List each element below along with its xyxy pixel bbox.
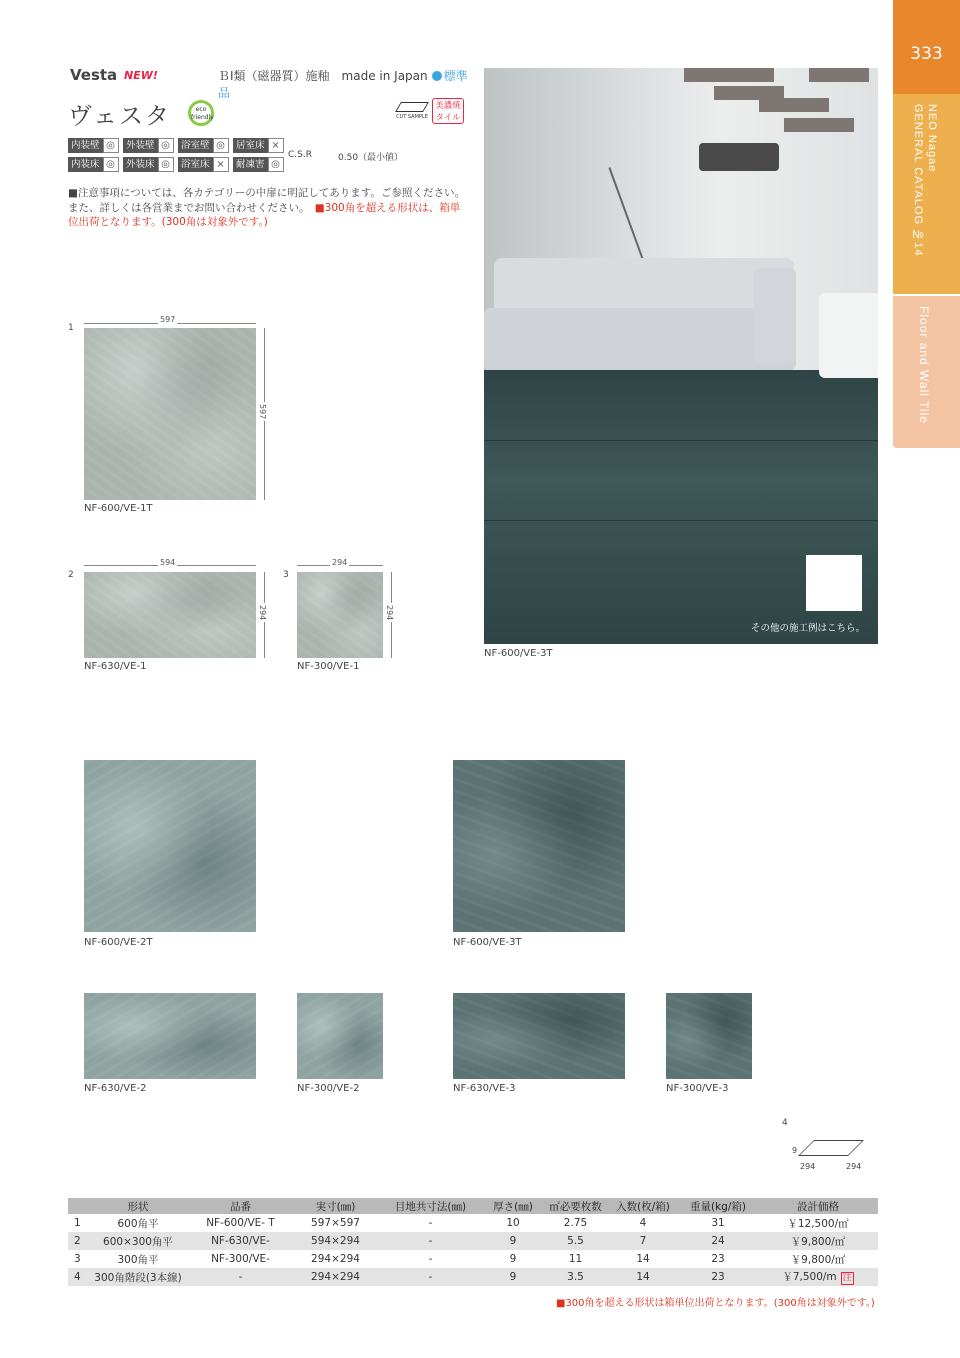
usage-label: 外装床 bbox=[123, 157, 158, 172]
usage-label: 耐凍害 bbox=[233, 157, 268, 172]
usage-mark: × bbox=[268, 138, 284, 153]
section-label: Floor and Wall Tile bbox=[917, 306, 931, 424]
table-row bbox=[68, 1214, 878, 1232]
usage-label: 内装床 bbox=[68, 157, 103, 172]
price-value: ￥7,500/m bbox=[782, 1271, 837, 1283]
mino-tile-badge: 美濃焼タイル bbox=[432, 98, 464, 124]
new-badge: NEW! bbox=[124, 69, 158, 82]
notes bbox=[68, 186, 468, 230]
product-title-en: Vesta bbox=[70, 66, 118, 84]
table-cell: - bbox=[378, 1232, 483, 1250]
qr-code-icon[interactable] bbox=[806, 555, 862, 611]
table-cell: ￥9,800/㎡ bbox=[790, 1253, 846, 1266]
tile-swatch bbox=[84, 572, 256, 658]
usage-mark: ◎ bbox=[158, 157, 174, 172]
table-cell: 2 bbox=[68, 1232, 88, 1250]
usage-mark: ◎ bbox=[268, 157, 284, 172]
dim-height: 597 bbox=[258, 404, 267, 420]
usage-label: 居室床 bbox=[233, 138, 268, 153]
usage-cell bbox=[178, 157, 233, 172]
tile-caption: NF-300/VE-3 bbox=[666, 1083, 729, 1094]
side-table bbox=[819, 293, 878, 378]
qr-label: その他の施工例はこちら。 bbox=[751, 623, 866, 634]
table-row bbox=[68, 1268, 878, 1286]
floor-joint bbox=[484, 520, 878, 521]
tile-caption: NF-630/VE-2 bbox=[84, 1083, 147, 1094]
table-cell: NF-630/VE- bbox=[188, 1232, 293, 1250]
spec-line bbox=[218, 67, 478, 101]
lamp bbox=[699, 143, 779, 171]
stair-step bbox=[759, 98, 829, 112]
table-cell: 23 bbox=[678, 1268, 758, 1286]
stair-step bbox=[809, 68, 869, 82]
table-cell: 3 bbox=[74, 1253, 81, 1265]
tile-number: 1 bbox=[68, 323, 74, 333]
table-cell: 9 bbox=[483, 1232, 543, 1250]
standard-label: 標準品 bbox=[218, 69, 468, 100]
table-cell: 597×597 bbox=[311, 1217, 360, 1229]
section-tab[interactable] bbox=[893, 296, 960, 448]
tile-caption: NF-600/VE-2T bbox=[84, 937, 153, 948]
tile-swatch bbox=[297, 572, 383, 658]
tile-swatch bbox=[453, 760, 625, 932]
tile-swatch bbox=[666, 993, 752, 1079]
notes-red: ■300角を超える形状は、箱単位出荷となります。(300角は対象外です。) bbox=[68, 201, 461, 228]
csr-value: 0.50（最小値） bbox=[338, 153, 404, 163]
page-number: 333 bbox=[910, 44, 943, 64]
table-cell: 10 bbox=[506, 1217, 520, 1229]
usage-mark: × bbox=[213, 157, 229, 172]
table-note: ■300角を超える形状は箱単位出荷となります。(300角は対象外です。) bbox=[556, 1298, 875, 1309]
table-header: 重量(kg/箱) bbox=[678, 1198, 758, 1214]
tile-swatch bbox=[84, 760, 256, 932]
usage-cell bbox=[68, 157, 123, 172]
table-row bbox=[68, 1232, 878, 1250]
table-cell: ￥12,500/㎡ bbox=[787, 1217, 849, 1230]
usage-cell bbox=[233, 157, 288, 172]
tile-caption: NF-630/VE-1 bbox=[84, 661, 147, 672]
usage-cell bbox=[233, 138, 288, 153]
table-header: 厚さ(㎜) bbox=[483, 1198, 543, 1214]
table-cell: 294×294 bbox=[311, 1253, 360, 1265]
table-header: 設計価格 bbox=[758, 1198, 878, 1214]
table-cell: NF-300/VE- bbox=[211, 1253, 270, 1265]
table-header: 実寸(㎜) bbox=[293, 1198, 378, 1214]
usage-cell bbox=[123, 157, 178, 172]
floor-joint bbox=[484, 440, 878, 441]
usage-grid bbox=[68, 138, 288, 172]
usage-label: 外装壁 bbox=[123, 138, 158, 153]
spec-table bbox=[68, 1198, 878, 1286]
tile-number: 3 bbox=[283, 570, 289, 580]
usage-mark: ◎ bbox=[158, 138, 174, 153]
sofa-seat bbox=[484, 308, 796, 370]
table-cell: 600×300角平 bbox=[88, 1232, 188, 1250]
table-cell: NF-600/VE- T bbox=[206, 1217, 275, 1229]
table-cell: ￥9,800/㎡ bbox=[758, 1232, 878, 1250]
usage-cell bbox=[68, 138, 123, 153]
standard-dot-icon bbox=[432, 71, 442, 81]
table-cell: 4 bbox=[68, 1268, 88, 1286]
step-width-1: 294 bbox=[800, 1162, 816, 1171]
table-header-row bbox=[68, 1198, 878, 1214]
table-cell: 4 bbox=[639, 1217, 647, 1229]
table-cell: 3.5 bbox=[543, 1268, 608, 1286]
tile-caption: NF-600/VE-3T bbox=[453, 937, 522, 948]
tile-caption: NF-600/VE-1T bbox=[84, 503, 153, 514]
dim-width: 294 bbox=[332, 558, 348, 567]
table-cell: 23 bbox=[711, 1253, 725, 1265]
table-cell: - bbox=[428, 1253, 433, 1265]
table-cell: 14 bbox=[636, 1253, 650, 1265]
dim-width: 597 bbox=[160, 315, 176, 324]
table-header: ㎡必要枚数 bbox=[543, 1198, 608, 1214]
page-number-tab bbox=[893, 0, 960, 94]
tile-swatch bbox=[297, 993, 383, 1079]
csr-label: C.S.R bbox=[288, 150, 312, 160]
table-cell: 31 bbox=[711, 1217, 725, 1229]
table-cell: 594×294 bbox=[293, 1232, 378, 1250]
tile-swatch bbox=[84, 993, 256, 1079]
usage-cell bbox=[123, 138, 178, 153]
tile-swatch bbox=[453, 993, 625, 1079]
table-cell: - bbox=[188, 1268, 293, 1286]
table-header: 形状 bbox=[88, 1198, 188, 1214]
table-cell-price bbox=[758, 1268, 878, 1286]
dim-height: 294 bbox=[258, 605, 267, 621]
table-cell: 9 bbox=[483, 1268, 543, 1286]
usage-cell bbox=[178, 138, 233, 153]
table-cell: - bbox=[378, 1268, 483, 1286]
usage-mark: ◎ bbox=[213, 138, 229, 153]
table-cell: 300角平 bbox=[117, 1253, 159, 1266]
spec-text: ＢⅠ類（磁器質）施釉 made in Japan bbox=[218, 69, 428, 83]
table-header bbox=[68, 1198, 88, 1214]
sofa-arm bbox=[754, 268, 796, 364]
table-cell: 5.5 bbox=[543, 1232, 608, 1250]
room-photo-caption: NF-600/VE-3T bbox=[484, 648, 553, 659]
usage-mark: ◎ bbox=[103, 138, 119, 153]
tile-caption: NF-630/VE-3 bbox=[453, 1083, 516, 1094]
step-height: 9 bbox=[792, 1146, 798, 1155]
usage-label: 内装壁 bbox=[68, 138, 103, 153]
dim-height: 294 bbox=[385, 605, 394, 621]
usage-label: 浴室床 bbox=[178, 157, 213, 172]
table-cell: - bbox=[428, 1217, 433, 1229]
table-row bbox=[68, 1250, 878, 1268]
tile-caption: NF-300/VE-1 bbox=[297, 661, 360, 672]
table-cell: 300角階段(3本線) bbox=[88, 1268, 188, 1286]
usage-label: 浴室壁 bbox=[178, 138, 213, 153]
catalog-label bbox=[911, 104, 939, 256]
eco-friendly-icon: eco friendly bbox=[188, 100, 214, 126]
notes-text: ■注意事項については、各カテゴリーの中扉に明記してあります。ご参照ください。また、詳しくは各営業までお問い合わせください。 bbox=[68, 187, 465, 214]
note-badge: 注 bbox=[842, 1273, 852, 1283]
room-photo bbox=[484, 68, 878, 644]
cut-sample-label: CUT SAMPLE bbox=[396, 114, 428, 120]
dim-width: 594 bbox=[160, 558, 176, 567]
catalog-line-2: GENERAL CATALOG №14 bbox=[912, 104, 924, 257]
catalog-tab bbox=[893, 94, 960, 294]
table-cell: 2.75 bbox=[563, 1217, 588, 1229]
catalog-line-1: NEO Nagae bbox=[926, 104, 938, 173]
product-title-ja: ヴェスタ bbox=[68, 102, 172, 130]
table-cell: 24 bbox=[678, 1232, 758, 1250]
tile-caption: NF-300/VE-2 bbox=[297, 1083, 360, 1094]
cut-sample-icon bbox=[392, 100, 432, 128]
table-cell: 600角平 bbox=[117, 1217, 159, 1230]
table-cell: 1 bbox=[74, 1217, 81, 1229]
table-header: 入数(枚/箱) bbox=[608, 1198, 678, 1214]
tile-swatch bbox=[84, 328, 256, 500]
table-cell: 294×294 bbox=[293, 1268, 378, 1286]
tile-number: 2 bbox=[68, 570, 74, 580]
table-header: 品番 bbox=[188, 1198, 293, 1214]
table-cell: 11 bbox=[568, 1253, 583, 1265]
table-cell: 14 bbox=[608, 1268, 678, 1286]
table-cell: 9 bbox=[509, 1253, 517, 1265]
usage-mark: ◎ bbox=[103, 157, 119, 172]
table-header: 目地共寸法(㎜) bbox=[378, 1198, 483, 1214]
step-number: 4 bbox=[782, 1118, 788, 1128]
step-width-2: 294 bbox=[846, 1162, 862, 1171]
stair-step bbox=[784, 118, 854, 132]
stair-step bbox=[684, 68, 774, 82]
table-cell: 7 bbox=[608, 1232, 678, 1250]
